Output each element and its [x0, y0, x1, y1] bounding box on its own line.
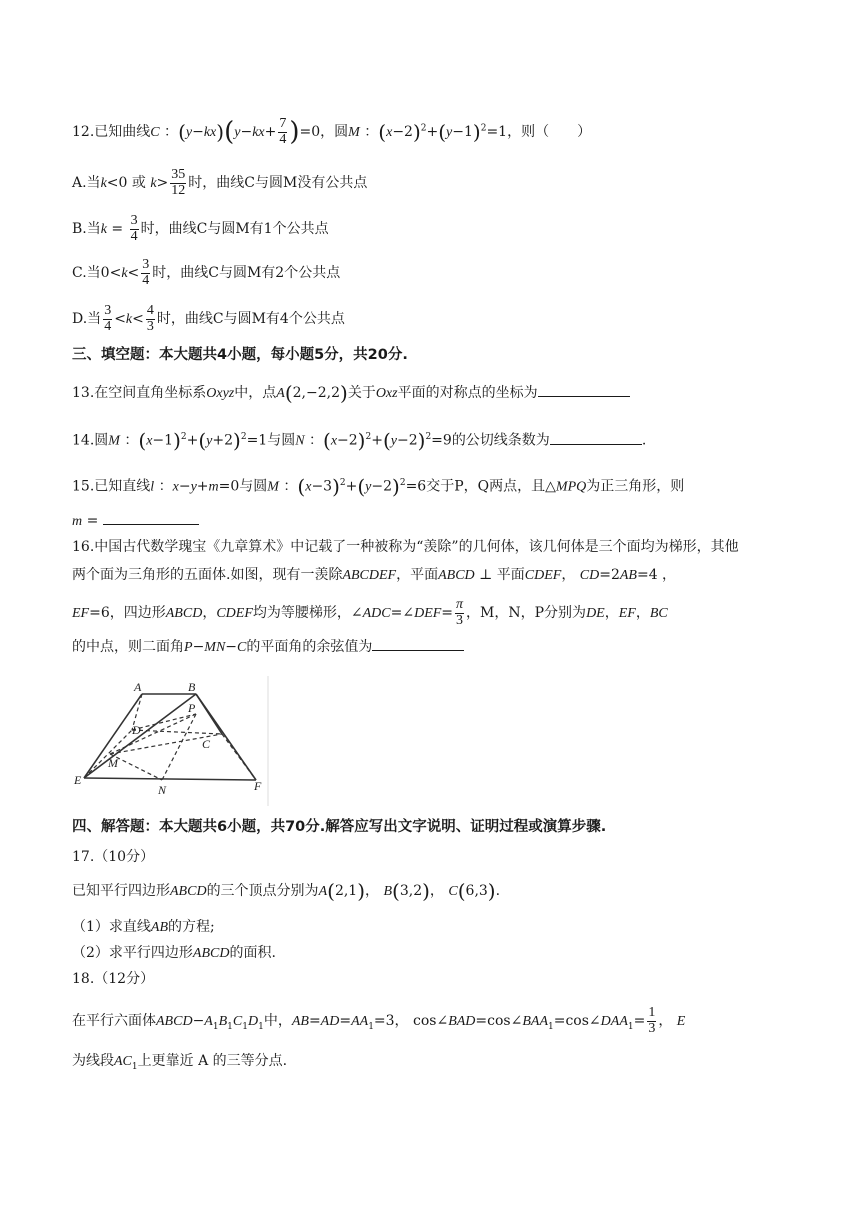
label-N: N	[158, 783, 167, 797]
q12-suffix: ，则（ ）	[507, 124, 592, 141]
q18-stem-2: 为线段$AC_1$上更靠近 A 的三等分点.	[72, 1053, 288, 1072]
label-P: P	[188, 701, 196, 715]
q12-circle-text: ，圆	[320, 124, 349, 141]
q12-stem: 12.已知曲线C ：(y−kx)(y−kx+ $\frac{7}{4}$ )=0，圆M ：$(x-2)^2+(y-1)^2=1$，则（ ）	[72, 116, 592, 148]
q17-stem: 已知平行四边形ABCD的三个顶点分别为A(2,1)， B(3,2)， C(6,3).	[72, 879, 501, 903]
q12-prefix: 12.已知曲线	[72, 124, 151, 141]
q13: 13.在空间直角坐标系Oxyz中，点A(2,−2,2)关于Oxz平面的对称点的坐标为	[72, 382, 630, 405]
label-C: C	[202, 737, 211, 751]
q15: 15.已知直线l ：x−y+m=0与圆M ：$(x-3)^2+(y-2)^2=6$交于P，Q两点，且△MPQ为正三角形，则	[72, 474, 685, 499]
q12-option-d: D.当 $\frac{3}{4}$ <k< $\frac{4}{3}$ 时，曲线C与圆M有4个公共点	[72, 303, 345, 334]
q12-option-c: C.当0<k< $\frac{3}{4}$ 时，曲线C与圆M有2个公共点	[72, 257, 341, 288]
trapezoid-figure	[72, 676, 272, 811]
q15-answer-line: m =	[72, 510, 199, 533]
q16-line2: 两个面为三角形的五面体.如图，现有一羡除ABCDEF，平面ABCD ⊥ 平面CDEF， CD=2AB=4 ，	[72, 567, 677, 583]
q12-option-a: A.当k<0 或 k> $\frac{35}{12}$ 时，曲线C与圆M没有公共点	[72, 167, 368, 198]
label-D: D	[132, 723, 141, 737]
q18-head: 18.（12分）	[72, 971, 155, 987]
q14: 14.圆M ：$(x-1)^2+(y+2)^2=1$与圆N ：$(x-2)^2+(y-2)^2=9$的公切线条数为 .	[72, 428, 647, 453]
label-E: E	[74, 773, 82, 787]
q16-line1: 16.中国古代数学瑰宝《九章算术》中记载了一种被称为“羡除”的几何体，该几何体是三个面均为梯形，其他	[72, 539, 739, 555]
q17-part1: （1）求直线AB的方程;	[72, 919, 215, 935]
q16-line3: EF=6，四边形ABCD，CDEF均为等腰梯形，∠ADC=∠DEF= $\frac{\pi}{3}$ ，M，N，P分别为DE，EF，BC	[72, 597, 668, 628]
label-B: B	[188, 680, 196, 694]
q16-figure	[72, 676, 272, 815]
section4-heading: 四、解答题：本大题共6小题，共70分.解答应写出文字说明、证明过程或演算步骤.	[72, 819, 607, 835]
q17-head: 17.（10分）	[72, 849, 155, 865]
section3-heading: 三、填空题：本大题共4小题，每小题5分，共20分.	[72, 347, 408, 363]
q17-part2: （2）求平行四边形ABCD的面积.	[72, 945, 276, 961]
label-A: A	[134, 680, 142, 694]
label-F: F	[254, 779, 262, 793]
label-M: M	[108, 756, 118, 770]
q18-stem: 在平行六面体$ABCD-A_1B_1C_1D_1$中，$AB=AD=AA_1=3$， $\cos\angle BAD=\cos\angle BAA_1=\cos\angle DAA_1=$ $\frac{1}{3}$ ， E	[72, 1005, 686, 1036]
q12-option-b: B.当k = $\frac{3}{4}$ 时，曲线C与圆M有1个公共点	[72, 213, 329, 244]
q16-line4: 的中点，则二面角P−MN−C的平面角的余弦值为	[72, 636, 464, 659]
